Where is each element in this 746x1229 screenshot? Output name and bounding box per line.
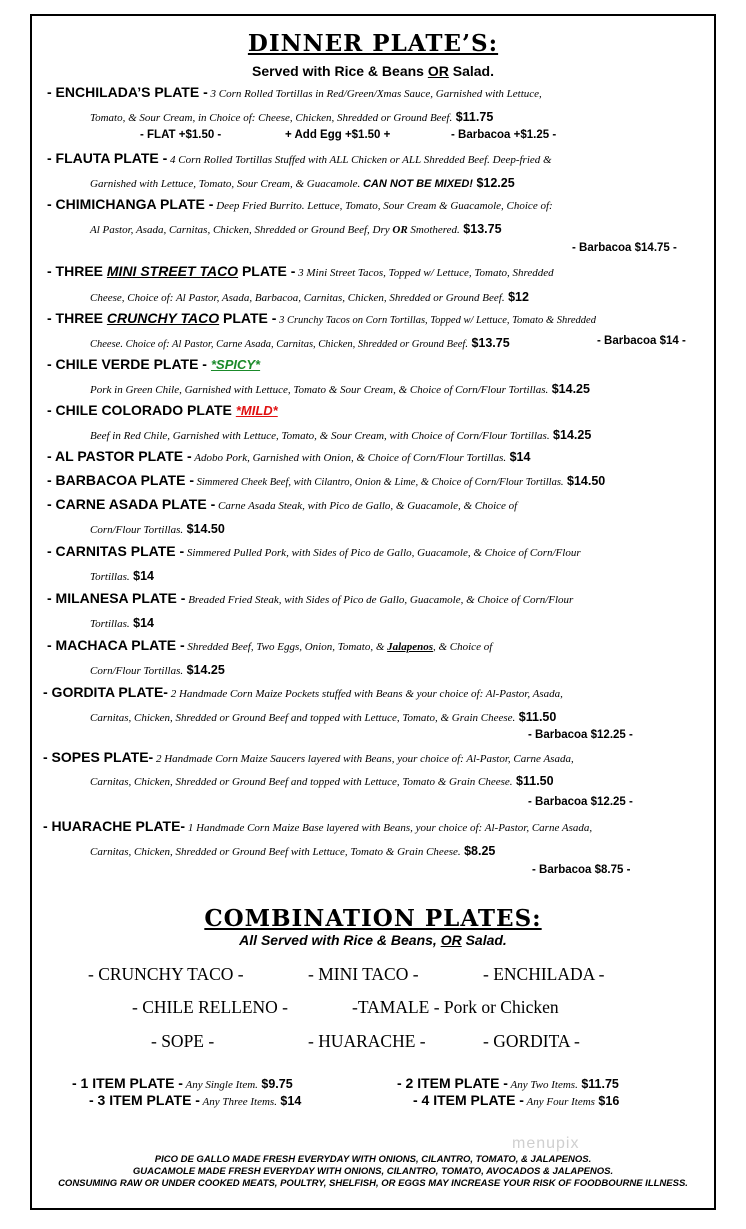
price: $14.25 bbox=[548, 382, 590, 396]
huarache-description: Carnitas, Chicken, Shredded or Ground Beef with Lettuce, Tomato & Grain Cheese. $8.25 bbox=[90, 844, 496, 858]
milanesa-description: Tortillas. $14 bbox=[90, 616, 154, 630]
dinner-plates-title: DINNER PLATE’S: bbox=[247, 30, 499, 57]
price: $9.75 bbox=[257, 1077, 293, 1091]
combo-choice-huarache: - HUARACHE - bbox=[308, 1031, 426, 1051]
mild-tag: *MILD* bbox=[235, 403, 278, 418]
chile-verde-description: Pork in Green Chile, Garnished with Lettuce, Tomato & Sour Cream, & Choice of Corn/Flour Tortillas. $14.25 bbox=[90, 382, 590, 396]
chimichanga-plate-description: Al Pastor, Asada, Carnitas, Chicken, Shredded or Ground Beef, Dry OR Smothered. $13.75 bbox=[90, 222, 502, 236]
menu-item-chile-colorado-plate: - CHILE COLORADO PLATE *MILD* bbox=[47, 402, 278, 418]
price: $14 bbox=[276, 1094, 302, 1108]
combo-choice-chile-relleno: - CHILE RELLENO - bbox=[132, 997, 289, 1017]
combo-choice-enchilada: - ENCHILADA - bbox=[483, 964, 605, 984]
price: $14 bbox=[506, 450, 531, 464]
machaca-description: Corn/Flour Tortillas. $14.25 bbox=[90, 663, 225, 677]
menu-item-barbacoa-plate: - BARBACOA PLATE - Simmered Cheek Beef, with Cilantro, Onion & Lime, & Choice of Corn/Flour Tortillas. $14.50 bbox=[47, 472, 606, 488]
enchilada-flat-option: - FLAT +$1.50 - bbox=[140, 129, 222, 141]
gordita-description: Carnitas, Chicken, Shredded or Ground Beef and topped with Lettuce, Tomato, & Grain Cheese. $11.50 bbox=[90, 710, 557, 724]
combo-choice-crunchy-taco: - CRUNCHY TACO - bbox=[88, 964, 244, 984]
flauta-plate-description: Garnished with Lettuce, Tomato, Sour Cream, & Guacamole. CAN NOT BE MIXED! $12.25 bbox=[90, 176, 515, 190]
price: $8.25 bbox=[460, 844, 496, 858]
dinner-plates-subtitle: Served with Rice & Beans OR Salad. bbox=[252, 63, 494, 79]
enchilada-barbacoa-option: - Barbacoa +$1.25 - bbox=[451, 129, 557, 141]
menu-item-carne-asada-plate: - CARNE ASADA PLATE - Carne Asada Steak, with Pico de Gallo, & Guacamole, & Choice of bbox=[47, 496, 518, 512]
price: $11.75 bbox=[577, 1077, 619, 1091]
price: $14.25 bbox=[549, 428, 592, 442]
two-item-plate: - 2 ITEM PLATE - Any Two Items. $11.75 bbox=[397, 1075, 619, 1091]
price: $13.75 bbox=[459, 222, 502, 236]
combination-plates-title: COMBINATION PLATES: bbox=[204, 905, 542, 932]
price: $11.50 bbox=[512, 774, 554, 788]
price: $14.50 bbox=[183, 522, 225, 536]
no-mix-warning: CAN NOT BE MIXED! bbox=[362, 178, 473, 190]
carne-asada-description: Corn/Flour Tortillas. $14.50 bbox=[90, 522, 225, 536]
menu-item-crunchy-taco-plate: - THREE CRUNCHY TACO PLATE - 3 Crunchy Tacos on Corn Tortillas, Topped w/ Lettuce, Tomato & Shredded bbox=[47, 310, 596, 326]
menu-item-al-pastor-plate: - AL PASTOR PLATE - Adobo Pork, Garnished with Onion, & Choice of Corn/Flour Tortillas. $14 bbox=[47, 448, 531, 464]
menu-item-chile-verde-plate: - CHILE VERDE PLATE - *SPICY* bbox=[47, 356, 261, 372]
menu-item-mini-street-taco-plate: - THREE MINI STREET TACO PLATE - 3 Mini Street Tacos, Topped w/ Lettuce, Tomato, Shredded bbox=[47, 263, 554, 279]
price: $11.75 bbox=[452, 110, 494, 124]
menu-item-milanesa-plate: - MILANESA PLATE - Breaded Fried Steak, with Sides of Pico de Gallo, Guacamole, & Choice of Corn/Flour bbox=[47, 590, 574, 606]
chile-colorado-description: Beef in Red Chile, Garnished with Lettuce, Tomato, & Sour Cream, with Choice of Corn/Flour Tortillas. $14.25 bbox=[90, 428, 592, 442]
spicy-tag: *SPICY* bbox=[210, 357, 261, 372]
footer-guacamole-note: GUACAMOLE MADE FRESH EVERYDAY WITH ONIONS, CILANTRO, TOMATO, AVOCADOS & JALAPENOS. bbox=[132, 1166, 614, 1177]
price: $14.50 bbox=[563, 474, 606, 488]
crunchy-taco-barbacoa-option: - Barbacoa $14 - bbox=[597, 335, 686, 347]
price: $12 bbox=[504, 290, 529, 304]
combo-choice-gordita: - GORDITA - bbox=[483, 1031, 580, 1051]
combination-plates-subtitle: All Served with Rice & Beans, OR Salad. bbox=[239, 932, 507, 948]
enchilada-egg-option: + Add Egg +$1.50 + bbox=[285, 129, 391, 141]
mini-street-taco-description: Cheese, Choice of: Al Pastor, Asada, Barbacoa, Carnitas, Chicken, Shredded or Ground Beef. $12 bbox=[90, 290, 529, 304]
carnitas-description: Tortillas. $14 bbox=[90, 569, 154, 583]
enchilada-plate-description: Tomato, & Sour Cream, in Choice of: Cheese, Chicken, Shredded or Ground Beef. $11.75 bbox=[90, 110, 494, 124]
one-item-plate: - 1 ITEM PLATE - Any Single Item. $9.75 bbox=[72, 1075, 293, 1091]
menu-item-gordita-plate: - GORDITA PLATE- 2 Handmade Corn Maize Pockets stuffed with Beans & your choice of: Al-Pastor, Asada, bbox=[43, 684, 563, 700]
price: $14.25 bbox=[183, 663, 225, 677]
combo-choice-mini-taco: - MINI TACO - bbox=[308, 964, 419, 984]
menu-item-flauta-plate: - FLAUTA PLATE - 4 Corn Rolled Tortillas Stuffed with ALL Chicken or ALL Shredded Beef. Deep-fried & bbox=[47, 150, 552, 166]
sopes-description: Carnitas, Chicken, Shredded or Ground Beef and topped with Lettuce, Tomato & Grain Cheese. $11.50 bbox=[90, 774, 554, 788]
price: $16 bbox=[594, 1094, 620, 1108]
three-item-plate: - 3 ITEM PLATE - Any Three Items. $14 bbox=[89, 1092, 302, 1108]
four-item-plate: - 4 ITEM PLATE - Any Four Items $16 bbox=[413, 1092, 620, 1108]
gordita-barbacoa-option: - Barbacoa $12.25 - bbox=[528, 729, 633, 741]
price: $12.25 bbox=[472, 176, 515, 190]
menu-item-sopes-plate: - SOPES PLATE- 2 Handmade Corn Maize Saucers layered with Beans, your choice of: Al-Pastor, Carne Asada, bbox=[43, 749, 574, 765]
price: $13.75 bbox=[467, 336, 510, 350]
footer-pico-note: PICO DE GALLO MADE FRESH EVERYDAY WITH ONIONS, CILANTRO, TOMATO, & JALAPENOS. bbox=[154, 1154, 592, 1165]
watermark-logo: menupix bbox=[512, 1135, 580, 1152]
sopes-barbacoa-option: - Barbacoa $12.25 - bbox=[528, 796, 633, 808]
menu-item-enchilada-plate: - ENCHILADA’S PLATE - 3 Corn Rolled Tortillas in Red/Green/Xmas Sauce, Garnished with Lettuce, bbox=[47, 84, 542, 100]
menu-item-machaca-plate: - MACHACA PLATE - Shredded Beef, Two Eggs, Onion, Tomato, & Jalapenos, & Choice of bbox=[47, 637, 493, 653]
price: $14 bbox=[129, 616, 154, 630]
menu-item-carnitas-plate: - CARNITAS PLATE - Simmered Pulled Pork, with Sides of Pico de Gallo, Guacamole, & Choice of Corn/Flour bbox=[47, 543, 581, 559]
chimichanga-barbacoa-option: - Barbacoa $14.75 - bbox=[572, 242, 677, 254]
combo-choice-tamale: -TAMALE - Pork or Chicken bbox=[352, 997, 559, 1017]
combo-choice-sope: - SOPE - bbox=[151, 1031, 215, 1051]
price: $14 bbox=[129, 569, 154, 583]
huarache-barbacoa-option: - Barbacoa $8.75 - bbox=[532, 864, 631, 876]
footer-consumer-advisory: CONSUMING RAW OR UNDER COOKED MEATS, POULTRY, SHELFISH, OR EGGS MAY INCREASE YOUR RISK OF FOODBOURNE ILLNESS. bbox=[58, 1178, 688, 1189]
price: $11.50 bbox=[515, 710, 557, 724]
menu-item-huarache-plate: - HUARACHE PLATE- 1 Handmade Corn Maize Base layered with Beans, your choice of: Al-Pastor, Carne Asada, bbox=[43, 818, 593, 834]
crunchy-taco-description: Cheese. Choice of: Al Pastor, Carne Asada, Carnitas, Chicken, Shredded or Ground Beef. $13.75 bbox=[90, 336, 510, 350]
menu-item-chimichanga-plate: - CHIMICHANGA PLATE - Deep Fried Burrito. Lettuce, Tomato, Sour Cream & Guacamole, Choice of: bbox=[47, 196, 553, 212]
